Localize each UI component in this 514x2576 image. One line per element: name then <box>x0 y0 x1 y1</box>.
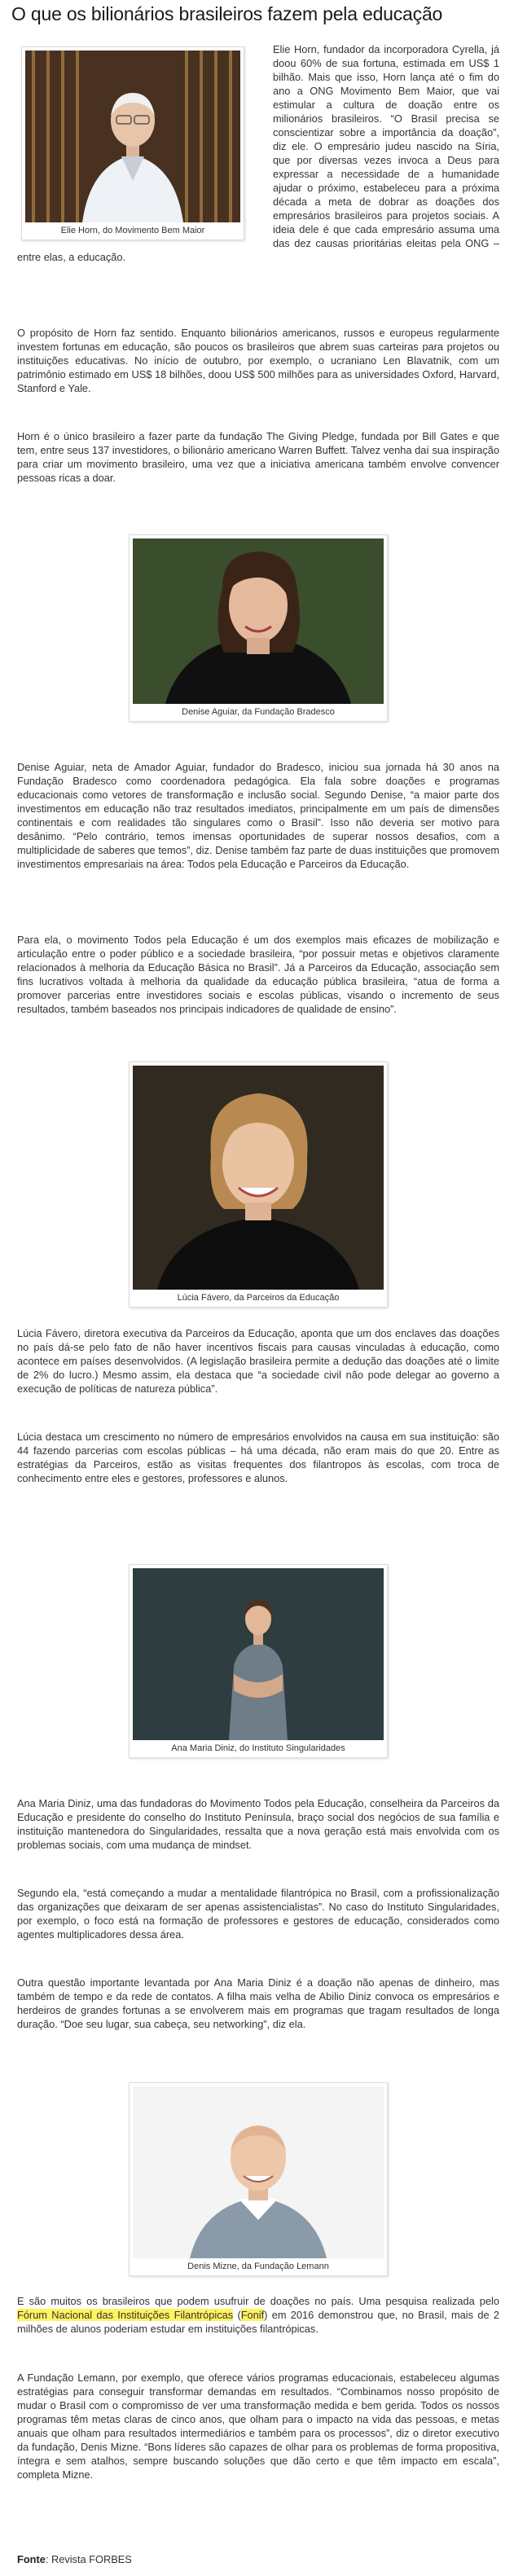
photo-denise-aguiar-icon <box>133 538 384 704</box>
caption-ana-maria-diniz: Ana Maria Diniz, do Instituto Singularidades <box>171 1743 345 1753</box>
source-line <box>17 2552 499 2566</box>
photo-lucia-favero-icon <box>133 1066 384 1290</box>
source-label: Fonte <box>17 2553 46 2565</box>
figure-denis-mizne <box>129 2082 388 2276</box>
paragraph-8: Ana Maria Diniz, uma das fundadoras do Movimento Todos pela Educação, conselheira da Parceiros da Educação e presidente do conselho do Instituto Península, braço social dos negócios de sua família e instituição mantenedora do Singularidades, ressalta que a nova geração está mais envolvida com os problemas sociais, com uma mudança de mindset. <box>17 1797 499 1851</box>
photo-denis-mizne-icon <box>133 2086 384 2258</box>
paragraph-11-middle: ( <box>233 2309 241 2321</box>
paragraph-5: Para ela, o movimento Todos pela Educação é um dos exemplos mais eficazes de mobilização e articulação entre o poder público e a sociedade brasileira, “por possuir metas e objetivos claramente relacionados à melhoria da Educação Básica no Brasil”. Já a Parceiros da Educação, associação sem fins lucrativos voltada à melhoria da qualidade da educação pública brasileira, “atua de forma a promover parcerias entre investidores sociais e escolas públicas, visando o incremento de seus resultados, também baseados nos principais indicadores de qualidade de ensino”. <box>17 934 499 1015</box>
highlight-fonif-full: Fórum Nacional das Instituições Filantrópicas <box>17 2309 234 2321</box>
figure-ana-maria-diniz <box>129 1564 388 1758</box>
paragraph-7: Lúcia destaca um crescimento no número de empresários envolvidos na causa em sua instituição: são 44 fazendo parcerias com escolas públicas – há uma década, não eram mais do que 20. Entre as estratégias da Parceiros, estão as visitas frequentes dos filantropos às escolas, com troca de conhecimento entre eles e gestores, professores e alunos. <box>17 1431 499 1484</box>
paragraph-1 <box>17 42 499 264</box>
paragraph-11 <box>17 2294 499 2336</box>
float-spacer <box>17 42 273 248</box>
caption-lucia-favero: Lúcia Fávero, da Parceiros da Educação <box>177 1293 340 1303</box>
paragraph-3: Horn é o único brasileiro a fazer parte da fundação The Giving Pledge, fundada por Bill Gates e que tem, entre seus 137 investidores, o bilionário americano Warren Buffett. Talvez venha daí sua inspiração para criar um movimento brasileiro, uma vez que a iniciativa americana também envolve convencer pessoas ricas a doar. <box>17 430 499 484</box>
paragraph-1-text: Elie Horn, fundador da incorporadora Cyrella, já doou 60% de sua fortuna, estimada em US$ 1 bilhão. Mais que isso, Horn lança até o fim do ano a ONG Movimento Bem Maior, que vai estimular a cultura de doação entre os milionários brasileiros. “O Brasil precisa se conscientizar sobre a importância da doação”, diz ele. O empresário judeu nascido na Síria, que por diversas vezes invoca a Deus para expressar a necessidade de a humanidade ajudar o próximo, estabeleceu para a próxima década a meta de dobrar as doações dos empresários brasileiros para projetos sociais. A ideia dele é que cada empresário assuma uma das dez causas prioritárias eleitas pela ONG – entre elas, a educação. <box>17 43 499 263</box>
paragraph-6: Lúcia Fávero, diretora executiva da Parceiros da Educação, aponta que um dos enclaves das doações no país dá-se pelo fato de não haver incentivos fiscais para causas vinculadas à educação, como acontece em países desenvolvidos. (A legislação brasileira permite a dedução das doações até o limite de 2% do lucro.) Mesmo assim, ela destaca que “a sociedade civil não pode delegar ao governo a execução de políticas de natureza pública”. <box>17 1327 499 1395</box>
paragraph-12: A Fundação Lemann, por exemplo, que oferece vários programas educacionais, estabeleceu algumas estratégias para conseguir transformar demandas em resultados. “Combinamos nosso propósito de mudar o Brasil com o compromisso de ver uma transformação medida e bem gerida. Todos os nossos programas têm metas claras de cinco anos, que olham para o impacto na vida das pessoas, e metas anuais que olham para resultados intermediários e também para os processos”, diz o diretor executivo da fundação, Denis Mizne. “Bons líderes são capazes de olhar para os problemas de forma propositiva, íntegra e sem atalhos, sempre buscando soluções que dão certo e que têm impacto em escala”, completa Mizne. <box>17 2372 499 2481</box>
paragraph-9: Segundo ela, “está começando a mudar a mentalidade filantrópica no Brasil, com a profissionalização das organizações que deixaram de ser apenas assistencialistas”. No caso do Instituto Singularidades, por exemplo, o foco está na formação de professores e gestores de educação, considerados como agentes multiplicadores dessa área. <box>17 1887 499 1941</box>
paragraph-2: O propósito de Horn faz sentido. Enquanto bilionários americanos, russos e europeus regularmente investem fortunas em educação, são poucos os brasileiros que abrem suas carteiras para projetos ou instituições educativas. No início de outubro, por exemplo, o ucraniano Len Blavatnik, com um patrimônio estimado em US$ 18 bilhões, doou US$ 500 milhões para as universidades Oxford, Harvard, Stanford e Yale. <box>17 327 499 394</box>
paragraph-11-before: E são muitos os brasileiros que podem usufruir de doações no país. Uma pesquisa realizada pelo <box>17 2295 499 2307</box>
caption-denis-mizne: Denis Mizne, da Fundação Lemann <box>187 2262 329 2271</box>
paragraph-10: Outra questão importante levantada por Ana Maria Diniz é a doação não apenas de dinheiro, mas também de tempo e da rede de contatos. A filha mais velha de Abilio Diniz convoca os empresários e herdeiros de grandes fortunas a se envolverem mais em programas que tragam resultados de longa duração. “Doe seu lugar, sua cabeça, seu networking”, diz ela. <box>17 1976 499 2030</box>
highlight-fonif: Fonif <box>240 2309 265 2321</box>
paragraph-11-after: ) em 2016 demonstrou que, no Brasil, mais de 2 milhões de alunos poderiam estudar em instituições filantrópicas. <box>17 2309 499 2335</box>
article-title: O que os bilionários brasileiros fazem pela educação <box>11 3 443 24</box>
figure-denise-aguiar <box>129 534 388 722</box>
caption-denise-aguiar: Denise Aguiar, da Fundação Bradesco <box>182 707 335 717</box>
paragraph-4: Denise Aguiar, neta de Amador Aguiar, fundador do Bradesco, iniciou sua jornada há 30 anos na Fundação Bradesco como coordenadora pedagógica. Ela fala sobre doações e programas educacionais como vetores de transformação e inclusão social. Segundo Denise, “a maior parte dos investimentos em educação não traz resultados imediatos, principalmente em um país de dimensões continentais e com realidades tão singulares como o Brasil”. Isso não deveria ser motivo para desânimo. “Pelo contrário, temos imensas oportunidades de superar nossos desafios, com a multiplicidade de saberes que temos”, diz. Denise também faz parte de duas instituições que promovem investimentos empresariais na área: Todos pela Educação e Parceiros da Educação. <box>17 761 499 870</box>
source-value: : Revista FORBES <box>45 2553 132 2565</box>
figure-lucia-favero <box>129 1062 388 1308</box>
photo-ana-maria-diniz-icon <box>133 1568 384 1740</box>
caption-elie-horn: Elie Horn, do Movimento Bem Maior <box>60 226 205 235</box>
